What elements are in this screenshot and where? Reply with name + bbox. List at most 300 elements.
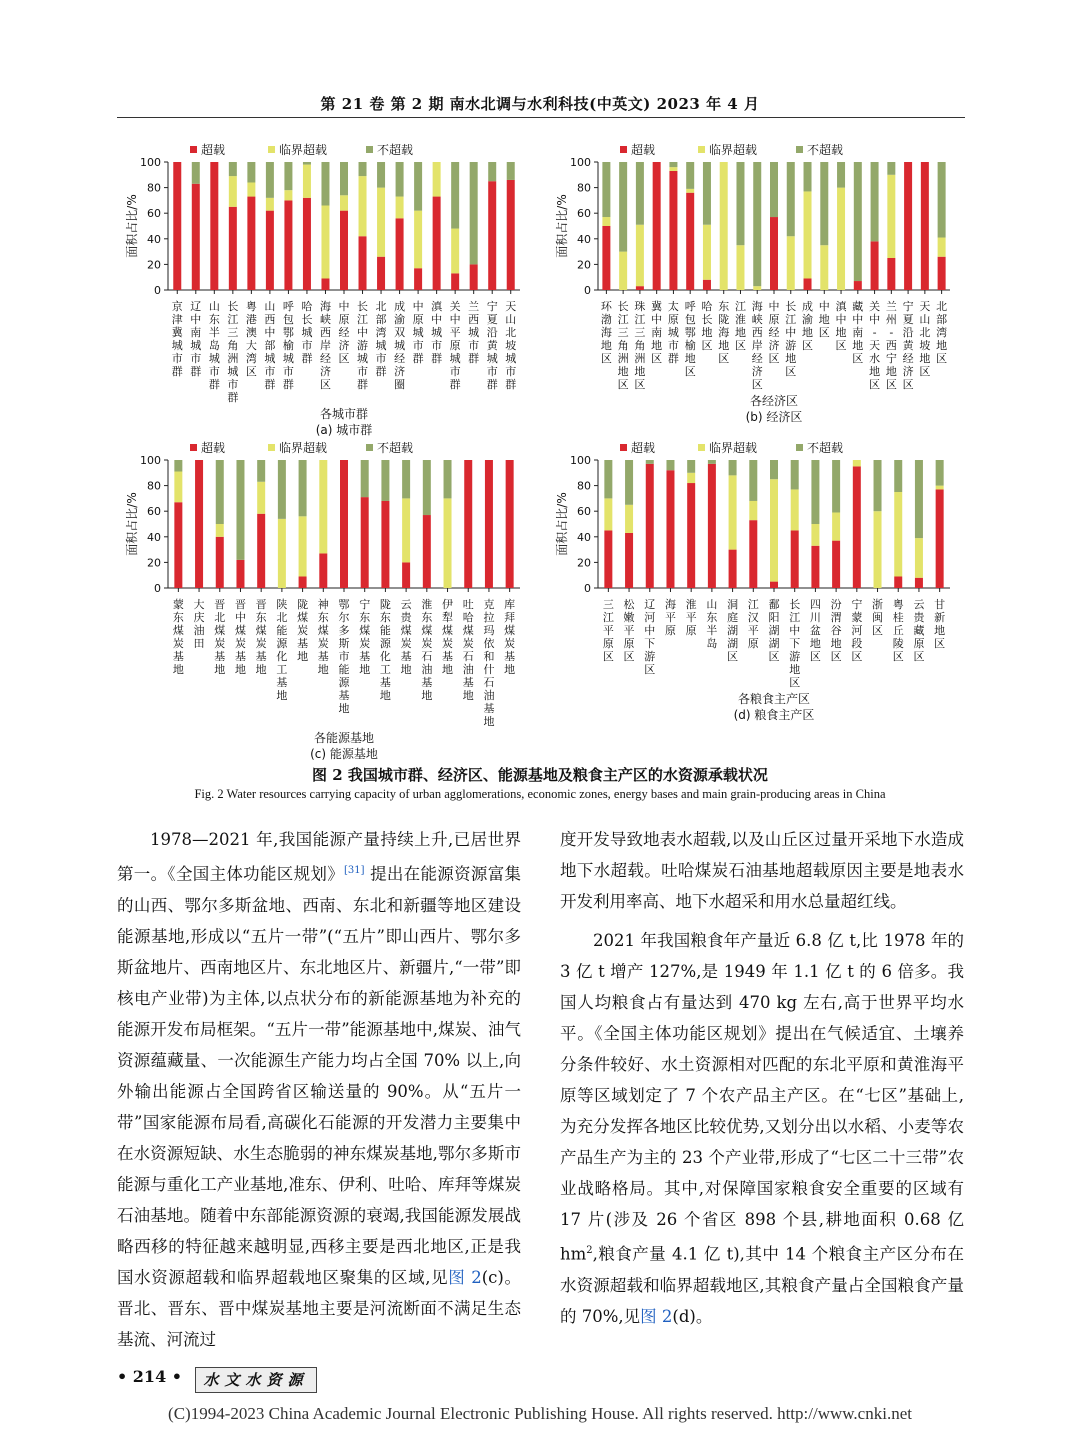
bar-segment (247, 162, 255, 182)
x-tick-label: 鄱阳湖湖区 (768, 598, 780, 663)
y-axis-label: 面积占比/% (125, 194, 139, 258)
figure-link[interactable]: 图 2 (640, 1306, 673, 1326)
bar-segment (625, 533, 633, 588)
bar-segment (770, 582, 778, 588)
x-tick-label: 长江中游城市群 (357, 300, 369, 391)
legend-swatch (796, 146, 803, 153)
bar-segment (340, 460, 348, 588)
bar-segment (602, 226, 610, 290)
bar-segment (210, 162, 218, 290)
text-run: ,粮食产量 4.1 亿 t),其中 14 个粮食主产区分布在水资源超载和临界超载地区,其粮食产量占全国粮食产量的 70%,见 (560, 1244, 964, 1326)
bar-segment (837, 188, 845, 290)
bar-segment (791, 530, 799, 588)
bar-segment (646, 460, 654, 464)
bar-segment (811, 524, 819, 546)
bar-segment (811, 460, 819, 524)
bar-segment (871, 162, 879, 241)
x-tick-label: 哈长城市群 (301, 300, 313, 365)
bar-segment (837, 162, 845, 188)
x-tick-label: 四川盆地区 (809, 598, 821, 663)
bar-segment (402, 460, 410, 498)
bar-segment (749, 460, 757, 501)
bar-segment (804, 278, 812, 290)
y-tick-label: 20 (577, 258, 591, 272)
bar-segment (414, 268, 422, 290)
bar-segment (396, 197, 404, 219)
x-tick-label: 晋东煤炭基地 (255, 598, 267, 676)
bar-segment (236, 460, 244, 560)
y-tick-label: 0 (584, 582, 591, 595)
y-tick-label: 20 (577, 556, 591, 570)
bar-segment (749, 501, 757, 520)
body-left-column (117, 824, 521, 1355)
bar-segment (444, 498, 452, 588)
chart-economic-zones (540, 140, 970, 440)
legend-label: 不超载 (807, 441, 844, 455)
x-tick-label: 天山北坡城市群 (505, 300, 517, 391)
x-tick-label: 冀中南地区 (651, 300, 663, 365)
bar-segment (887, 162, 895, 175)
x-tick-label: 滇中地区 (835, 300, 847, 352)
bar-segment (433, 162, 441, 197)
bar-segment (736, 245, 744, 290)
bar-segment (396, 162, 404, 197)
x-tick-label: 长江中下游地区 (789, 598, 801, 689)
x-tick-label: 松嫩平原区 (623, 598, 635, 663)
bar-segment (299, 516, 307, 576)
bar-segment (708, 460, 716, 464)
bar-segment (854, 162, 862, 281)
bar-segment (887, 175, 895, 258)
bar-segment (423, 515, 431, 588)
x-tick-label: 洞庭湖湖区 (727, 598, 739, 663)
bar-segment (832, 541, 840, 588)
x-tick-label: 云贵藏原区 (913, 598, 925, 663)
text-run: (d)。 (672, 1306, 713, 1326)
bar-segment (488, 181, 496, 290)
y-tick-label: 60 (147, 505, 161, 519)
x-tick-label: 江淮地区 (734, 300, 746, 352)
x-tick-label: 江汉平原 (747, 598, 759, 650)
bar-segment (804, 191, 812, 278)
bar-segment (619, 252, 627, 290)
x-tick-label: 长江三角洲地区 (617, 300, 629, 391)
bar-segment (174, 502, 182, 588)
x-tick-label: 宁蒙河段区 (851, 598, 863, 663)
x-tick-label: 陕北能源化工基地 (276, 598, 288, 702)
x-tick-label: 京津冀城市群 (171, 300, 183, 378)
x-tick-label: 粤桂丘陵区 (892, 598, 904, 663)
bar-segment (636, 286, 644, 290)
bar-segment (936, 489, 944, 588)
x-axis-label: 各粮食主产区 (737, 692, 811, 706)
bar-segment (936, 460, 944, 486)
bar-segment (216, 537, 224, 588)
x-tick-label: 陇煤炭基地 (297, 598, 309, 663)
bar-segment (229, 176, 237, 207)
bar-segment (247, 197, 255, 290)
bar-segment (192, 162, 200, 184)
bar-segment (257, 514, 265, 588)
x-tick-label: 云贵煤炭基地 (400, 598, 412, 676)
legend-swatch (190, 444, 197, 451)
y-axis-label: 面积占比/% (555, 492, 569, 556)
bar-segment (938, 162, 946, 238)
y-tick-label: 60 (577, 207, 591, 221)
bar-segment (192, 184, 200, 290)
bar-segment (359, 176, 367, 236)
bar-segment (669, 162, 677, 167)
y-axis-label: 面积占比/% (125, 492, 139, 556)
paragraph (560, 925, 964, 1332)
bar-segment (853, 460, 861, 466)
legend-swatch (698, 444, 705, 451)
y-tick-label: 100 (140, 156, 161, 169)
x-tick-label: 天山北坡地区 (919, 300, 931, 378)
x-tick-label: 淮东煤炭石油基地 (421, 598, 433, 702)
x-tick-label: 粤港澳大湾区 (245, 300, 257, 378)
x-tick-label: 伊犁煤炭基地 (442, 598, 454, 676)
x-tick-label: 中原经济区 (338, 300, 350, 365)
bar-segment (470, 162, 478, 264)
x-tick-label: 三江平原区 (602, 598, 614, 663)
bar-segment (729, 460, 737, 475)
bar-segment (284, 162, 292, 190)
x-tick-label: 呼包鄂榆城市群 (282, 300, 294, 391)
legend-label: 不超载 (807, 143, 844, 157)
copyright-notice: (C)1994-2023 China Academic Journal Electronic Publishing House. All rights reserved. http://www.cnki.net (168, 1404, 912, 1423)
x-axis-label: 各能源基地 (313, 731, 375, 745)
citation-link[interactable]: [31] (344, 865, 365, 876)
bar-segment (470, 264, 478, 290)
text-run: 1978—2021 年,我国能源产量持续上升,已居世界第一。《全国主体功能区规划》 (117, 830, 521, 884)
paragraph (117, 824, 521, 1355)
legend-swatch (698, 146, 705, 153)
bar-segment (853, 466, 861, 588)
bar-segment (791, 460, 799, 489)
bar-segment (174, 460, 182, 472)
text-run: 2021 年我国粮食年产量近 6.8 亿 t,比 1978 年的 3 亿 t 增产 127%,是 1949 年 1.1 亿 t 的 6 倍多。我国人均粮食占有量达到 470 kg 左右,高于世界平均水平。《全国主体功能区规划》提出在气候适宜、土壤养分条件较好、水土资源相对匹配的东北平原和黄淮海平原等区域划定了 7 个农产品主产区。在“七区”基础上,为充分发挥各地区比较优势,又划分出以水稻、小麦等农产品生产为主的 23 个产业带,形成了“七区二十三带”农业战略格局。其中,对保障国家粮食安全重要的区域有 17 片(涉及 26 个省区 898 个县,耕地面积 0.68 亿 hm (560, 931, 964, 1264)
x-axis-label: 各城市群 (319, 407, 369, 421)
bar-segment (666, 470, 674, 588)
y-tick-label: 20 (147, 556, 161, 570)
legend-swatch (268, 146, 275, 153)
x-tick-label: 汾渭谷地区 (830, 598, 842, 663)
bar-segment (636, 162, 644, 225)
x-tick-label: 珠江三角洲地区 (634, 300, 646, 391)
y-tick-label: 100 (570, 156, 591, 169)
legend-label: 临界超载 (709, 441, 758, 455)
bar-segment (402, 562, 410, 588)
bar-segment (871, 241, 879, 290)
bar-segment (321, 206, 329, 279)
bar-segment (753, 162, 761, 286)
bar-segment (921, 162, 929, 290)
bar-segment (396, 218, 404, 290)
bar-segment (423, 460, 431, 515)
bar-segment (703, 225, 711, 280)
x-tick-label: 东陇海地区 (718, 300, 730, 365)
x-tick-label: 太原城市群 (667, 300, 679, 365)
bar-segment (787, 236, 795, 290)
bar-segment (787, 162, 795, 236)
x-tick-label: 宁夏沿黄城市群 (486, 300, 498, 391)
x-tick-label: 中原城市群 (412, 300, 424, 365)
bar-segment (904, 162, 912, 290)
x-tick-label: 海峡西岸经济区 (319, 300, 331, 391)
x-tick-label: 长江三角洲城市群 (227, 300, 239, 404)
bar-segment (377, 188, 385, 257)
bar-segment (278, 460, 286, 519)
x-tick-label: 辽河中下游区 (644, 598, 656, 676)
bar-segment (602, 162, 610, 217)
text-run: 提出在能源资源富集的山西、鄂尔多斯盆地、西南、东北和新疆等地区建设能源基地,形成以“五片一带”(“五片”即山西片、鄂尔多斯盆地片、西南地区片、东北地区片、新疆片,“一带”即核电产业带)为主体,以点状分布的新能源基地为补充的能源开发布局框架。“五片一带”能源基地中,煤炭、油气资源蕴藏量、一次能源生产能力均占全国 70% 以上,向外输出能源占全国跨省区输送量的 90%。从“五片一带”国家能源布局看,高碳化石能源的开发潜力主要集中在水资源短缺、水生态脆弱的神东煤炭基地,鄂尔多斯市能源与重化工产业基地,准东、伊利、吐哈、库拜等煤炭石油基地。随着中东部能源资源的衰竭,我国能源发展战略西移的特征越来越明显,西移主要是西北地区,正是我国水资源超载和临界超载地区聚集的区域,见 (117, 864, 522, 1287)
figure-link[interactable]: 图 2 (448, 1267, 482, 1287)
bar-segment (173, 162, 181, 290)
bar-segment (894, 460, 902, 492)
x-tick-label: 鄂尔多斯市能源基地 (338, 598, 350, 715)
bar-segment (887, 258, 895, 290)
bar-segment (488, 162, 496, 181)
bar-segment (653, 162, 661, 290)
x-tick-label: 关中平原城市群 (449, 300, 461, 391)
bar-segment (736, 162, 744, 245)
bar-segment (257, 460, 265, 482)
bar-segment (507, 180, 515, 290)
bar-segment (749, 520, 757, 588)
page-number: • 214 • (117, 1367, 182, 1386)
x-tick-label: 晋中煤炭基地 (234, 598, 246, 676)
bar-segment (770, 460, 778, 479)
text-run: (c)。晋北、晋东、晋中煤炭基地主要是河流断面不满足生态基流、河流过 (117, 1267, 521, 1349)
bar-segment (669, 171, 677, 290)
legend-swatch (620, 444, 627, 451)
bar-segment (381, 501, 389, 588)
superscript: 2 (586, 1245, 593, 1256)
bar-segment (216, 460, 224, 524)
legend-swatch (190, 146, 197, 153)
bar-segment (604, 498, 612, 530)
x-tick-label: 海平原 (664, 598, 676, 637)
bar-segment (236, 560, 244, 588)
bar-segment (729, 475, 737, 549)
x-tick-label: 库拜煤炭基地 (504, 598, 516, 676)
bar-segment (686, 162, 694, 189)
x-tick-label: 晋北煤炭基地 (214, 598, 226, 676)
legend-swatch (366, 444, 373, 451)
bar-segment (359, 162, 367, 176)
x-tick-label: 甘新地区 (934, 598, 946, 650)
bar-segment (303, 162, 311, 165)
chart-energy-bases (110, 438, 540, 761)
bar-segment (414, 162, 422, 211)
bar-segment (625, 505, 633, 533)
legend-label: 临界超载 (279, 143, 328, 157)
legend-swatch (366, 146, 373, 153)
bar-segment (938, 238, 946, 257)
bar-segment (770, 479, 778, 581)
subfigure-caption: (a) 城市群 (315, 423, 373, 437)
bar-segment (669, 167, 677, 171)
x-tick-label: 蒙东煤炭基地 (172, 598, 184, 676)
bar-segment (444, 460, 452, 498)
y-tick-label: 40 (147, 232, 161, 246)
bar-segment (451, 229, 459, 274)
bar-segment (485, 460, 493, 588)
bar-segment (299, 460, 307, 516)
legend-label: 不超载 (377, 441, 414, 455)
bar-segment (646, 464, 654, 588)
bar-segment (602, 217, 610, 226)
bar-segment (321, 278, 329, 290)
x-tick-label: 北部湾地区 (936, 300, 948, 365)
x-tick-label: 滇中城市群 (431, 300, 443, 365)
legend-label: 超载 (631, 143, 656, 157)
x-tick-label: 宁东煤炭基地 (359, 598, 371, 676)
journal-logo: 水文水资源 (195, 1367, 317, 1393)
x-tick-label: 环渤海地区 (600, 300, 612, 365)
bar-segment (619, 162, 627, 252)
bar-segment (507, 162, 515, 180)
bar-segment (915, 538, 923, 578)
x-tick-label: 中地区 (818, 300, 830, 339)
bar-segment (359, 236, 367, 290)
x-tick-label: 吐哈煤炭石油基地 (462, 598, 474, 702)
bar-segment (506, 460, 514, 588)
bar-segment (604, 460, 612, 498)
bar-segment (854, 281, 862, 290)
bar-segment (729, 550, 737, 588)
bar-segment (229, 162, 237, 176)
bar-segment (278, 519, 286, 588)
bar-segment (381, 460, 389, 501)
x-tick-label: 海峡西岸经济区 (751, 300, 763, 391)
paragraph: 度开发导致地表水超载,以及山丘区过量开采地下水造成地下水超载。吐哈煤炭石油基地超载原因主要是地表水开发利用率高、地下水超采和用水总量超红线。 (560, 830, 964, 911)
x-tick-label: 成渝双城经济圈 (394, 300, 406, 391)
bar-segment (686, 193, 694, 290)
x-tick-label: 成渝地区 (802, 300, 814, 352)
bar-segment (229, 207, 237, 290)
chart-urban-agglomerations (110, 140, 540, 440)
y-tick-label: 40 (147, 530, 161, 544)
bar-segment (319, 553, 327, 588)
bar-segment (770, 162, 778, 217)
y-tick-label: 100 (140, 454, 161, 467)
legend-label: 临界超载 (279, 441, 328, 455)
bar-segment (321, 162, 329, 206)
bar-segment (303, 165, 311, 198)
x-tick-label: 宁夏沿黄经济区 (902, 300, 914, 391)
x-tick-label: 山东半岛城市群 (208, 300, 220, 391)
subfigure-caption: (b) 经济区 (745, 410, 803, 424)
y-tick-label: 60 (577, 505, 591, 519)
x-tick-label: 辽中南城市群 (190, 300, 202, 378)
bar-segment (687, 460, 695, 473)
bar-segment (174, 472, 182, 503)
chart-grain-areas (540, 438, 970, 758)
bar-segment (451, 162, 459, 229)
legend-swatch (796, 444, 803, 451)
bar-segment (936, 486, 944, 490)
subfigure-caption: (c) 能源基地 (310, 747, 378, 761)
legend-label: 超载 (201, 143, 226, 157)
x-tick-label: 哈长地区 (701, 300, 713, 352)
figure-caption-cn: 图 2 我国城市群、经济区、能源基地及粮食主产区的水资源承载状况 (312, 766, 768, 784)
bar-segment (894, 492, 902, 576)
bar-segment (832, 512, 840, 540)
y-tick-label: 80 (577, 181, 591, 195)
bar-segment (753, 286, 761, 290)
bar-segment (687, 483, 695, 588)
bar-segment (303, 198, 311, 290)
legend-label: 不超载 (377, 143, 414, 157)
running-header: 第 21 卷 第 2 期 南水北调与水利科技(中英文) 2023 年 4 月 (320, 95, 760, 113)
bar-segment (604, 530, 612, 588)
x-axis-label: 各经济区 (749, 394, 799, 408)
bar-segment (820, 162, 828, 245)
bar-segment (299, 576, 307, 588)
x-tick-label: 中原经济区 (768, 300, 780, 365)
y-axis-label: 面积占比/% (555, 194, 569, 258)
bar-segment (708, 464, 716, 588)
bar-segment (770, 217, 778, 290)
x-tick-label: 淮平原 (685, 598, 697, 637)
y-tick-label: 60 (147, 207, 161, 221)
x-tick-label: 大庆油田 (193, 598, 205, 650)
bar-segment (874, 460, 882, 511)
x-tick-label: 山东半岛 (706, 598, 718, 650)
bar-segment (266, 198, 274, 211)
legend-label: 超载 (201, 441, 226, 455)
x-tick-label: 北部湾城市群 (375, 300, 387, 378)
x-tick-label: 神东煤炭基地 (317, 598, 329, 676)
bar-segment (377, 162, 385, 188)
y-tick-label: 80 (577, 479, 591, 493)
bar-segment (703, 280, 711, 290)
bar-segment (666, 460, 674, 470)
bar-segment (361, 460, 369, 497)
bar-segment (340, 211, 348, 290)
bar-segment (361, 497, 369, 588)
bar-segment (625, 460, 633, 505)
bar-segment (820, 245, 828, 290)
y-tick-label: 0 (584, 284, 591, 297)
bar-segment (319, 460, 327, 553)
header-rule (117, 117, 965, 118)
bar-segment (433, 197, 441, 290)
bar-segment (216, 524, 224, 537)
x-tick-label: 山西中部城市群 (264, 300, 276, 391)
bar-segment (247, 182, 255, 196)
bar-segment (811, 546, 819, 588)
bar-segment (402, 498, 410, 562)
bar-segment (414, 211, 422, 269)
y-tick-label: 40 (577, 232, 591, 246)
y-tick-label: 80 (147, 181, 161, 195)
bar-segment (703, 162, 711, 225)
bar-segment (874, 511, 882, 588)
x-tick-label: 克拉玛依和什石油基地 (483, 598, 495, 728)
x-tick-label: 兰西城市群 (468, 300, 480, 365)
bar-segment (266, 211, 274, 290)
x-tick-label: 长江中游地区 (785, 300, 797, 378)
x-tick-label: 呼包鄂榆地区 (684, 300, 696, 378)
bar-segment (686, 189, 694, 193)
bar-segment (636, 225, 644, 286)
x-tick-label: 关中-天水地区 (869, 300, 881, 391)
bar-segment (257, 482, 265, 514)
bar-segment (804, 162, 812, 191)
